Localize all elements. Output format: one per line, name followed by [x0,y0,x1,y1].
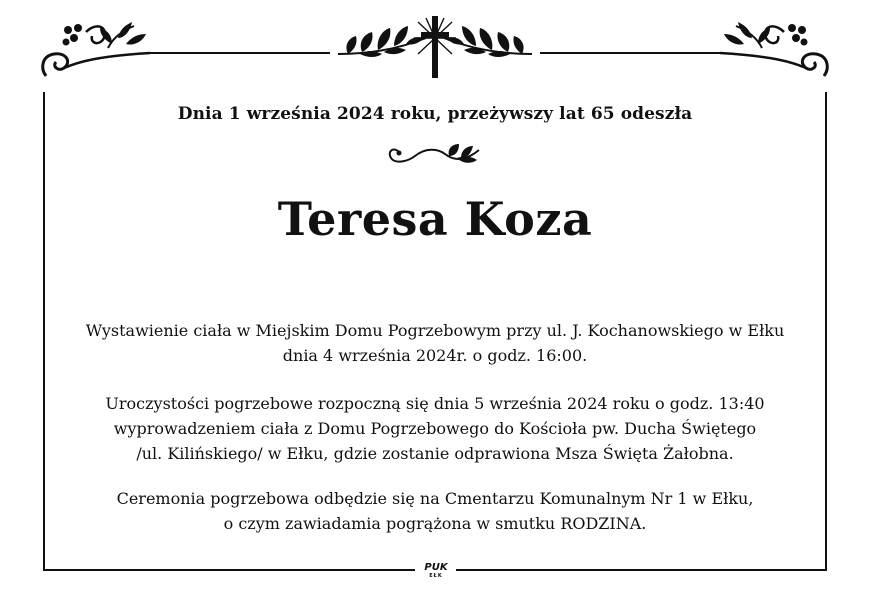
frame-bottom-right [456,569,827,571]
frame-bottom-left [43,569,415,571]
text-line: Wystawienie ciała w Miejskim Domu Pogrzebowym przy ul. J. Kochanowskiego w Ełku [85,321,785,340]
frame-right [825,92,827,570]
top-rule-left [150,52,330,54]
cross-icon [414,16,456,78]
corner-flourish-icon [38,18,150,82]
text-line: o czym zawiadamia pogrążona w smutku RODZINA. [223,514,647,533]
text-line: Uroczystości pogrzebowe rozpoczną się dnia 5 września 2024 roku o godz. 13:40 [105,394,765,413]
vine-divider-icon [385,142,485,168]
frame-left [43,92,45,570]
viewing-paragraph [60,318,810,368]
death-date-line: Dnia 1 września 2024 roku, przeżywszy lat 65 odeszła [177,104,693,124]
deceased-name: Teresa Koza [277,192,593,246]
text-line: wyprowadzeniem ciała z Domu Pogrzebowego do Kościoła pw. Ducha Świętego [113,419,757,438]
text-line: dnia 4 września 2024r. o godz. 16:00. [282,346,588,365]
burial-paragraph [60,486,810,536]
text-line: /ul. Kilińskiego/ w Ełku, gdzie zostanie odprawiona Msza Święta Żałobna. [136,444,734,463]
puk-logo [418,563,454,579]
text-line: Ceremonia pogrzebowa odbędzie się na Cmentarzu Komunalnym Nr 1 w Ełku, [116,489,754,508]
corner-flourish-icon [720,18,832,82]
top-rule-right [540,52,720,54]
logo-line1: PUK [424,562,448,573]
ceremony-paragraph [60,391,810,466]
logo-line2: EŁK [429,573,443,579]
